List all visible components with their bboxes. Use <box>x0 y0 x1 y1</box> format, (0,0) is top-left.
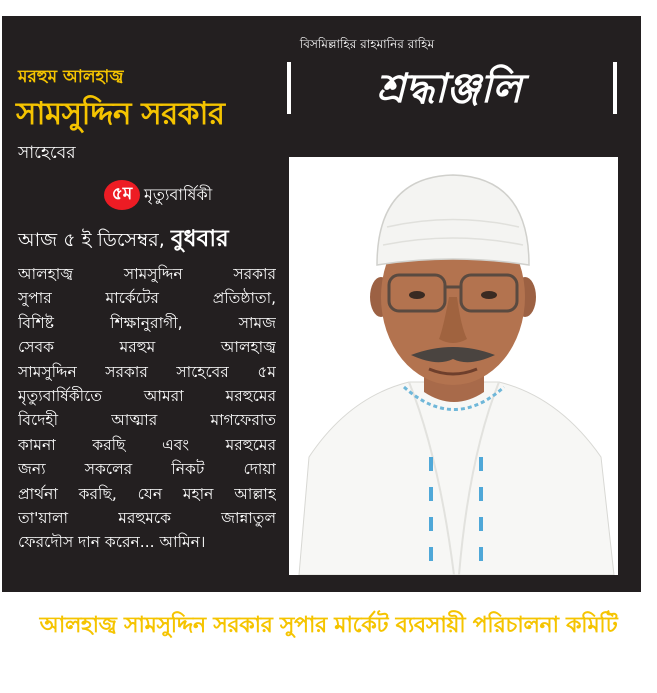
organization-address: ভোগড়া বাইপাস, গাজীপুর। <box>237 655 420 675</box>
title-left-bar <box>287 62 291 114</box>
anniversary-line <box>104 180 212 210</box>
message-line: জন্য সকলের নিকট দোয়া <box>18 460 276 479</box>
message-line: বিদেহী আত্মার মাগফেরাত <box>18 411 276 430</box>
message-line: প্রার্থনা করছি, যেন মহান আল্লাহ <box>18 484 276 503</box>
message-line: তা'য়ালা মরহুমকে জান্নাতুল <box>18 509 276 528</box>
deceased-name: সামসুদ্দিন সরকার <box>16 96 225 132</box>
message-line: কামনা করছি এবং মরহুমের <box>18 435 276 454</box>
portrait-illustration <box>289 157 618 575</box>
organization-name: আলহাজ্ব সামসুদ্দিন সরকার সুপার মার্কেট ব্যবসায়ী পরিচালনা কমিটি <box>39 613 618 638</box>
title-right-bar <box>613 62 617 114</box>
message-line: সুপার মার্কেটের প্রতিষ্ঠাতা, <box>18 289 276 308</box>
deceased-suffix: সাহেবের <box>18 143 76 163</box>
date-prefix: আজ ৫ ই ডিসেম্বর, <box>18 229 165 251</box>
portrait-photo <box>289 157 618 575</box>
date-day: বুধবার <box>170 226 229 252</box>
bismillah-text: বিসমিল্লাহির রাহমানির রাহিম <box>299 37 435 51</box>
page-title: শ্রদ্ধাঞ্জলি <box>376 65 522 112</box>
anniversary-badge: ৫ম <box>104 180 140 210</box>
message-line: ফেরদৌস দান করেন... আমিন। <box>18 533 206 552</box>
anniversary-label: মৃত্যুবার্ষিকী <box>144 184 213 204</box>
message-line: সামসুদ্দিন সরকার সাহেবের ৫ম <box>18 362 276 381</box>
message-line: মৃত্যুবার্ষিকীতে আমরা মরহুমের <box>18 387 276 406</box>
message-line: আলহাজ্ব সামসুদ্দিন সরকার <box>18 265 276 283</box>
message-body <box>18 262 276 555</box>
deceased-prefix: মরহুম আলহাজ্ব <box>18 67 124 87</box>
message-line: সেবক মরহুম আলহাজ্ব <box>18 338 276 357</box>
message-line: বিশিষ্ট শিক্ষানুরাগী, সামজ <box>18 313 276 332</box>
date-line <box>18 220 229 259</box>
